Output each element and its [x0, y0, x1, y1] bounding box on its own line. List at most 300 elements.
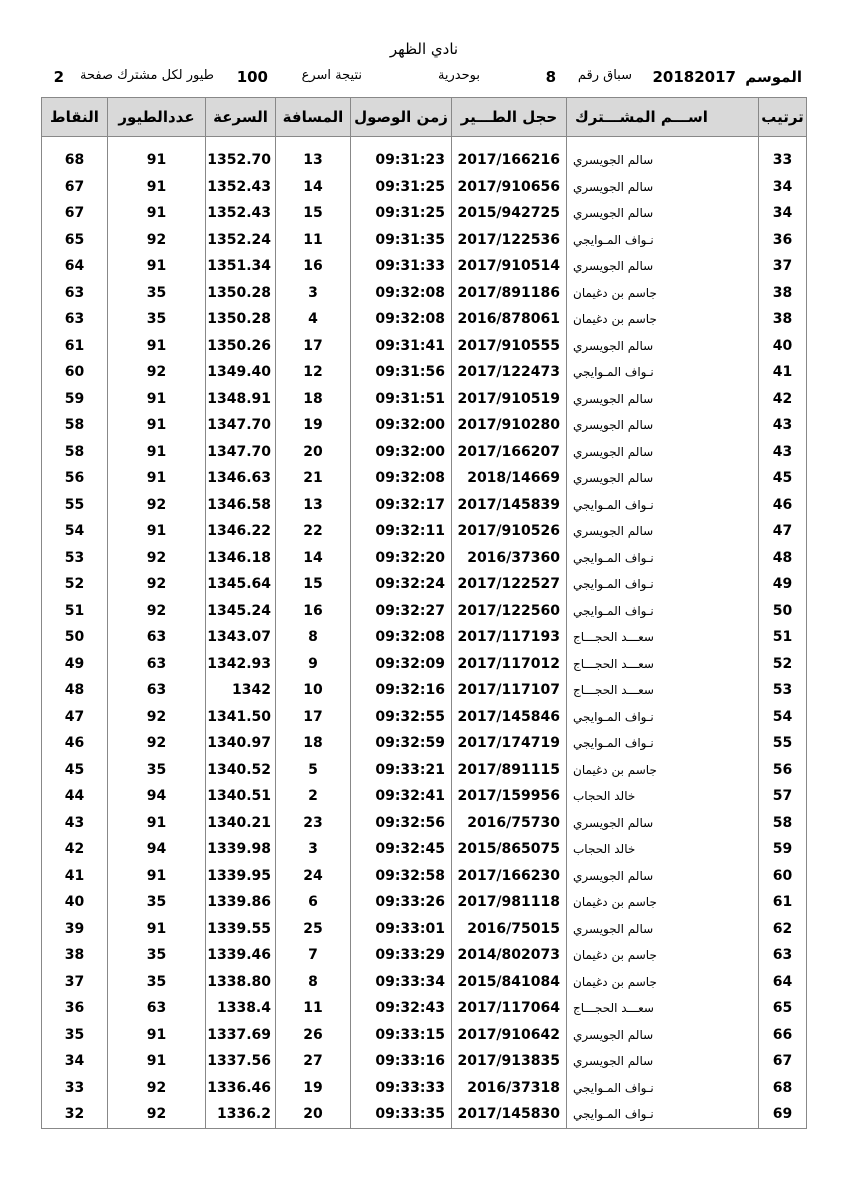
cell-name: نـواف المـوايجي	[567, 598, 759, 625]
cell-distance: 17	[276, 704, 351, 731]
cell-rank: 45	[759, 465, 807, 492]
cell-distance: 25	[276, 916, 351, 943]
cell-arrival-time: 09:33:33	[351, 1075, 452, 1102]
cell-rank: 58	[759, 810, 807, 837]
cell-ring: 2016/37360	[452, 545, 567, 572]
cell-name: سعـــد الحجـــاج	[567, 995, 759, 1022]
table-row	[42, 227, 807, 254]
cell-arrival-time: 09:32:08	[351, 306, 452, 333]
cell-arrival-time: 09:32:45	[351, 836, 452, 863]
cell-ring: 2015/942725	[452, 200, 567, 227]
cell-speed: 1346.63	[206, 465, 276, 492]
cell-points: 43	[42, 810, 108, 837]
cell-speed: 1340.97	[206, 730, 276, 757]
cell-bird-count: 92	[108, 359, 206, 386]
cell-arrival-time: 09:32:08	[351, 280, 452, 307]
cell-points: 56	[42, 465, 108, 492]
cell-ring: 2017/891115	[452, 757, 567, 784]
cell-name: سالم الجويسري	[567, 1048, 759, 1075]
cell-name: نـواف المـوايجي	[567, 704, 759, 731]
cell-bird-count: 91	[108, 810, 206, 837]
fastest-count: 100	[236, 68, 268, 86]
cell-ring: 2017/117012	[452, 651, 567, 678]
cell-name: خالد الحجاب	[567, 836, 759, 863]
cell-rank: 50	[759, 598, 807, 625]
table-row	[42, 1101, 807, 1128]
cell-bird-count: 91	[108, 465, 206, 492]
cell-bird-count: 35	[108, 306, 206, 333]
cell-points: 67	[42, 174, 108, 201]
cell-arrival-time: 09:32:08	[351, 465, 452, 492]
cell-distance: 20	[276, 439, 351, 466]
cell-distance: 12	[276, 359, 351, 386]
cell-distance: 19	[276, 412, 351, 439]
cell-ring: 2017/981118	[452, 889, 567, 916]
cell-bird-count: 92	[108, 730, 206, 757]
cell-speed: 1346.58	[206, 492, 276, 519]
cell-bird-count: 91	[108, 200, 206, 227]
cell-name: سالم الجويسري	[567, 412, 759, 439]
cell-rank: 34	[759, 200, 807, 227]
col-points: النقاط	[42, 98, 108, 137]
cell-arrival-time: 09:32:00	[351, 412, 452, 439]
table-row	[42, 306, 807, 333]
cell-arrival-time: 09:31:25	[351, 174, 452, 201]
table-row	[42, 942, 807, 969]
cell-rank: 33	[759, 147, 807, 174]
table-row	[42, 1048, 807, 1075]
cell-points: 45	[42, 757, 108, 784]
cell-points: 46	[42, 730, 108, 757]
cell-speed: 1347.70	[206, 439, 276, 466]
page-number: 2	[53, 68, 64, 86]
cell-points: 65	[42, 227, 108, 254]
cell-rank: 68	[759, 1075, 807, 1102]
cell-arrival-time: 09:32:41	[351, 783, 452, 810]
cell-distance: 8	[276, 969, 351, 996]
cell-arrival-time: 09:33:29	[351, 942, 452, 969]
cell-rank: 47	[759, 518, 807, 545]
cell-rank: 57	[759, 783, 807, 810]
table-row	[42, 704, 807, 731]
cell-points: 40	[42, 889, 108, 916]
cell-distance: 26	[276, 1022, 351, 1049]
cell-points: 37	[42, 969, 108, 996]
table-row	[42, 730, 807, 757]
cell-points: 61	[42, 333, 108, 360]
cell-rank: 34	[759, 174, 807, 201]
cell-bird-count: 63	[108, 624, 206, 651]
cell-points: 63	[42, 306, 108, 333]
table-row	[42, 969, 807, 996]
cell-speed: 1351.34	[206, 253, 276, 280]
cell-points: 54	[42, 518, 108, 545]
cell-bird-count: 91	[108, 439, 206, 466]
cell-speed: 1340.21	[206, 810, 276, 837]
col-distance: المسافة	[276, 98, 351, 137]
cell-name: جاسم بن دغيمان	[567, 280, 759, 307]
cell-name: سالم الجويسري	[567, 174, 759, 201]
cell-points: 64	[42, 253, 108, 280]
cell-bird-count: 91	[108, 386, 206, 413]
cell-ring: 2017/145830	[452, 1101, 567, 1128]
table-row	[42, 174, 807, 201]
cell-points: 49	[42, 651, 108, 678]
cell-ring: 2017/166230	[452, 863, 567, 890]
table-row	[42, 492, 807, 519]
cell-ring: 2017/122560	[452, 598, 567, 625]
cell-points: 41	[42, 863, 108, 890]
cell-bird-count: 35	[108, 942, 206, 969]
cell-ring: 2017/910280	[452, 412, 567, 439]
table-row	[42, 465, 807, 492]
cell-rank: 42	[759, 386, 807, 413]
cell-name: نـواف المـوايجي	[567, 1101, 759, 1128]
cell-bird-count: 91	[108, 147, 206, 174]
cell-arrival-time: 09:32:16	[351, 677, 452, 704]
cell-arrival-time: 09:33:16	[351, 1048, 452, 1075]
cell-rank: 53	[759, 677, 807, 704]
cell-rank: 41	[759, 359, 807, 386]
table-row	[42, 757, 807, 784]
cell-points: 34	[42, 1048, 108, 1075]
cell-ring: 2017/117064	[452, 995, 567, 1022]
cell-ring: 2017/910519	[452, 386, 567, 413]
cell-points: 67	[42, 200, 108, 227]
cell-distance: 7	[276, 942, 351, 969]
cell-speed: 1341.50	[206, 704, 276, 731]
cell-name: سالم الجويسري	[567, 518, 759, 545]
table-row	[42, 359, 807, 386]
cell-name: سعـــد الحجـــاج	[567, 677, 759, 704]
cell-ring: 2016/75015	[452, 916, 567, 943]
table-row	[42, 253, 807, 280]
cell-rank: 60	[759, 863, 807, 890]
cell-name: نـواف المـوايجي	[567, 730, 759, 757]
cell-points: 33	[42, 1075, 108, 1102]
cell-arrival-time: 09:31:56	[351, 359, 452, 386]
table-row	[42, 333, 807, 360]
cell-rank: 52	[759, 651, 807, 678]
cell-rank: 55	[759, 730, 807, 757]
cell-name: جاسم بن دغيمان	[567, 306, 759, 333]
race-location: بوحدرية	[437, 68, 480, 83]
cell-rank: 38	[759, 280, 807, 307]
cell-name: نـواف المـوايجي	[567, 571, 759, 598]
cell-distance: 2	[276, 783, 351, 810]
cell-name: سالم الجويسري	[567, 253, 759, 280]
results-table	[41, 97, 807, 1129]
cell-points: 55	[42, 492, 108, 519]
cell-bird-count: 92	[108, 227, 206, 254]
cell-name: جاسم بن دغيمان	[567, 889, 759, 916]
cell-rank: 61	[759, 889, 807, 916]
col-speed: السرعة	[206, 98, 276, 137]
cell-arrival-time: 09:31:51	[351, 386, 452, 413]
col-rank: ترتيب	[759, 98, 807, 137]
cell-rank: 49	[759, 571, 807, 598]
cell-arrival-time: 09:33:01	[351, 916, 452, 943]
cell-ring: 2018/14669	[452, 465, 567, 492]
cell-bird-count: 92	[108, 571, 206, 598]
cell-ring: 2015/865075	[452, 836, 567, 863]
cell-speed: 1346.18	[206, 545, 276, 572]
cell-name: خالد الحجاب	[567, 783, 759, 810]
cell-points: 36	[42, 995, 108, 1022]
cell-ring: 2016/37318	[452, 1075, 567, 1102]
cell-rank: 62	[759, 916, 807, 943]
cell-arrival-time: 09:32:09	[351, 651, 452, 678]
cell-bird-count: 91	[108, 916, 206, 943]
cell-ring: 2017/159956	[452, 783, 567, 810]
cell-speed: 1337.69	[206, 1022, 276, 1049]
cell-name: سالم الجويسري	[567, 386, 759, 413]
cell-speed: 1349.40	[206, 359, 276, 386]
table-row	[42, 1022, 807, 1049]
cell-points: 63	[42, 280, 108, 307]
cell-points: 59	[42, 386, 108, 413]
cell-rank: 40	[759, 333, 807, 360]
cell-ring: 2017/122527	[452, 571, 567, 598]
cell-points: 32	[42, 1101, 108, 1128]
cell-speed: 1346.22	[206, 518, 276, 545]
cell-points: 52	[42, 571, 108, 598]
cell-arrival-time: 09:31:25	[351, 200, 452, 227]
cell-speed: 1336.2	[206, 1101, 276, 1128]
cell-distance: 3	[276, 836, 351, 863]
cell-arrival-time: 09:31:33	[351, 253, 452, 280]
cell-rank: 63	[759, 942, 807, 969]
cell-arrival-time: 09:33:35	[351, 1101, 452, 1128]
cell-bird-count: 91	[108, 518, 206, 545]
cell-arrival-time: 09:32:43	[351, 995, 452, 1022]
cell-arrival-time: 09:33:15	[351, 1022, 452, 1049]
cell-speed: 1350.26	[206, 333, 276, 360]
cell-distance: 18	[276, 730, 351, 757]
table-spacer-row	[42, 137, 807, 148]
cell-name: سالم الجويسري	[567, 333, 759, 360]
table-row	[42, 810, 807, 837]
cell-ring: 2017/117107	[452, 677, 567, 704]
cell-speed: 1339.55	[206, 916, 276, 943]
table-row	[42, 783, 807, 810]
cell-name: جاسم بن دغيمان	[567, 942, 759, 969]
cell-distance: 20	[276, 1101, 351, 1128]
cell-distance: 18	[276, 386, 351, 413]
cell-arrival-time: 09:33:34	[351, 969, 452, 996]
cell-speed: 1340.51	[206, 783, 276, 810]
cell-ring: 2017/910514	[452, 253, 567, 280]
cell-rank: 66	[759, 1022, 807, 1049]
cell-distance: 4	[276, 306, 351, 333]
cell-arrival-time: 09:32:24	[351, 571, 452, 598]
cell-ring: 2017/117193	[452, 624, 567, 651]
cell-distance: 14	[276, 545, 351, 572]
cell-bird-count: 91	[108, 412, 206, 439]
col-name: اســـم المشـــترك	[567, 98, 759, 137]
cell-speed: 1342.93	[206, 651, 276, 678]
cell-ring: 2017/145846	[452, 704, 567, 731]
club-title: نادي الظهر	[389, 40, 459, 58]
cell-arrival-time: 09:31:23	[351, 147, 452, 174]
per-member-label: طيور لكل مشترك صفحة	[80, 68, 214, 83]
cell-distance: 22	[276, 518, 351, 545]
col-ring: حجل الطـــير	[452, 98, 567, 137]
cell-name: جاسم بن دغيمان	[567, 969, 759, 996]
cell-ring: 2017/910555	[452, 333, 567, 360]
cell-points: 42	[42, 836, 108, 863]
col-birds: عددالطيور	[108, 98, 206, 137]
table-row	[42, 518, 807, 545]
cell-rank: 64	[759, 969, 807, 996]
cell-distance: 13	[276, 492, 351, 519]
cell-rank: 48	[759, 545, 807, 572]
table-row	[42, 863, 807, 890]
cell-name: نـواف المـوايجي	[567, 492, 759, 519]
cell-name: سالم الجويسري	[567, 200, 759, 227]
cell-speed: 1352.43	[206, 174, 276, 201]
cell-name: نـواف المـوايجي	[567, 227, 759, 254]
cell-name: نـواف المـوايجي	[567, 1075, 759, 1102]
cell-speed: 1345.24	[206, 598, 276, 625]
cell-speed: 1342	[206, 677, 276, 704]
cell-rank: 69	[759, 1101, 807, 1128]
cell-bird-count: 91	[108, 863, 206, 890]
table-row	[42, 439, 807, 466]
cell-speed: 1352.24	[206, 227, 276, 254]
cell-speed: 1345.64	[206, 571, 276, 598]
cell-ring: 2017/913835	[452, 1048, 567, 1075]
cell-name: نـواف المـوايجي	[567, 359, 759, 386]
table-row	[42, 916, 807, 943]
table-header-row	[42, 98, 807, 137]
cell-arrival-time: 09:32:56	[351, 810, 452, 837]
cell-arrival-time: 09:32:20	[351, 545, 452, 572]
cell-bird-count: 63	[108, 651, 206, 678]
cell-distance: 14	[276, 174, 351, 201]
cell-points: 53	[42, 545, 108, 572]
cell-rank: 56	[759, 757, 807, 784]
cell-points: 58	[42, 412, 108, 439]
cell-speed: 1337.56	[206, 1048, 276, 1075]
cell-arrival-time: 09:32:17	[351, 492, 452, 519]
cell-distance: 6	[276, 889, 351, 916]
race-number: 8	[545, 68, 556, 86]
cell-speed: 1343.07	[206, 624, 276, 651]
cell-distance: 19	[276, 1075, 351, 1102]
cell-name: سالم الجويسري	[567, 1022, 759, 1049]
cell-speed: 1350.28	[206, 280, 276, 307]
cell-name: سالم الجويسري	[567, 810, 759, 837]
table-row	[42, 651, 807, 678]
cell-name: نـواف المـوايجي	[567, 545, 759, 572]
cell-rank: 51	[759, 624, 807, 651]
cell-arrival-time: 09:31:41	[351, 333, 452, 360]
cell-bird-count: 92	[108, 598, 206, 625]
cell-name: سالم الجويسري	[567, 147, 759, 174]
cell-name: سالم الجويسري	[567, 439, 759, 466]
cell-ring: 2017/122536	[452, 227, 567, 254]
cell-points: 60	[42, 359, 108, 386]
cell-bird-count: 35	[108, 969, 206, 996]
cell-speed: 1350.28	[206, 306, 276, 333]
cell-distance: 15	[276, 200, 351, 227]
table-row	[42, 545, 807, 572]
cell-bird-count: 94	[108, 783, 206, 810]
cell-bird-count: 92	[108, 1101, 206, 1128]
cell-distance: 23	[276, 810, 351, 837]
table-row	[42, 412, 807, 439]
cell-distance: 17	[276, 333, 351, 360]
cell-bird-count: 91	[108, 174, 206, 201]
cell-distance: 16	[276, 598, 351, 625]
cell-name: سعـــد الحجـــاج	[567, 651, 759, 678]
cell-ring: 2017/166207	[452, 439, 567, 466]
cell-speed: 1352.43	[206, 200, 276, 227]
cell-name: سالم الجويسري	[567, 916, 759, 943]
cell-arrival-time: 09:32:00	[351, 439, 452, 466]
cell-distance: 16	[276, 253, 351, 280]
cell-bird-count: 63	[108, 995, 206, 1022]
cell-speed: 1339.95	[206, 863, 276, 890]
table-row	[42, 624, 807, 651]
cell-speed: 1352.70	[206, 147, 276, 174]
cell-points: 39	[42, 916, 108, 943]
cell-bird-count: 35	[108, 280, 206, 307]
table-row	[42, 598, 807, 625]
table-row	[42, 571, 807, 598]
table-row	[42, 836, 807, 863]
race-info-line	[40, 68, 802, 90]
cell-arrival-time: 09:32:58	[351, 863, 452, 890]
cell-distance: 15	[276, 571, 351, 598]
cell-arrival-time: 09:32:08	[351, 624, 452, 651]
season-value: 20182017	[652, 68, 736, 86]
table-row	[42, 1075, 807, 1102]
cell-points: 58	[42, 439, 108, 466]
cell-ring: 2017/891186	[452, 280, 567, 307]
race-label: سباق رقم	[577, 68, 632, 83]
cell-arrival-time: 09:31:35	[351, 227, 452, 254]
table-row	[42, 386, 807, 413]
cell-distance: 5	[276, 757, 351, 784]
cell-bird-count: 94	[108, 836, 206, 863]
cell-name: سعـــد الحجـــاج	[567, 624, 759, 651]
cell-rank: 65	[759, 995, 807, 1022]
cell-bird-count: 91	[108, 333, 206, 360]
cell-speed: 1339.98	[206, 836, 276, 863]
table-row	[42, 280, 807, 307]
cell-bird-count: 92	[108, 492, 206, 519]
table-row	[42, 889, 807, 916]
cell-arrival-time: 09:32:59	[351, 730, 452, 757]
cell-distance: 10	[276, 677, 351, 704]
cell-bird-count: 63	[108, 677, 206, 704]
cell-speed: 1339.46	[206, 942, 276, 969]
cell-ring: 2017/910656	[452, 174, 567, 201]
cell-speed: 1347.70	[206, 412, 276, 439]
cell-arrival-time: 09:32:11	[351, 518, 452, 545]
cell-points: 51	[42, 598, 108, 625]
cell-speed: 1336.46	[206, 1075, 276, 1102]
cell-points: 38	[42, 942, 108, 969]
cell-ring: 2017/145839	[452, 492, 567, 519]
cell-ring: 2015/841084	[452, 969, 567, 996]
cell-bird-count: 91	[108, 1048, 206, 1075]
cell-bird-count: 92	[108, 545, 206, 572]
cell-ring: 2016/75730	[452, 810, 567, 837]
cell-rank: 36	[759, 227, 807, 254]
